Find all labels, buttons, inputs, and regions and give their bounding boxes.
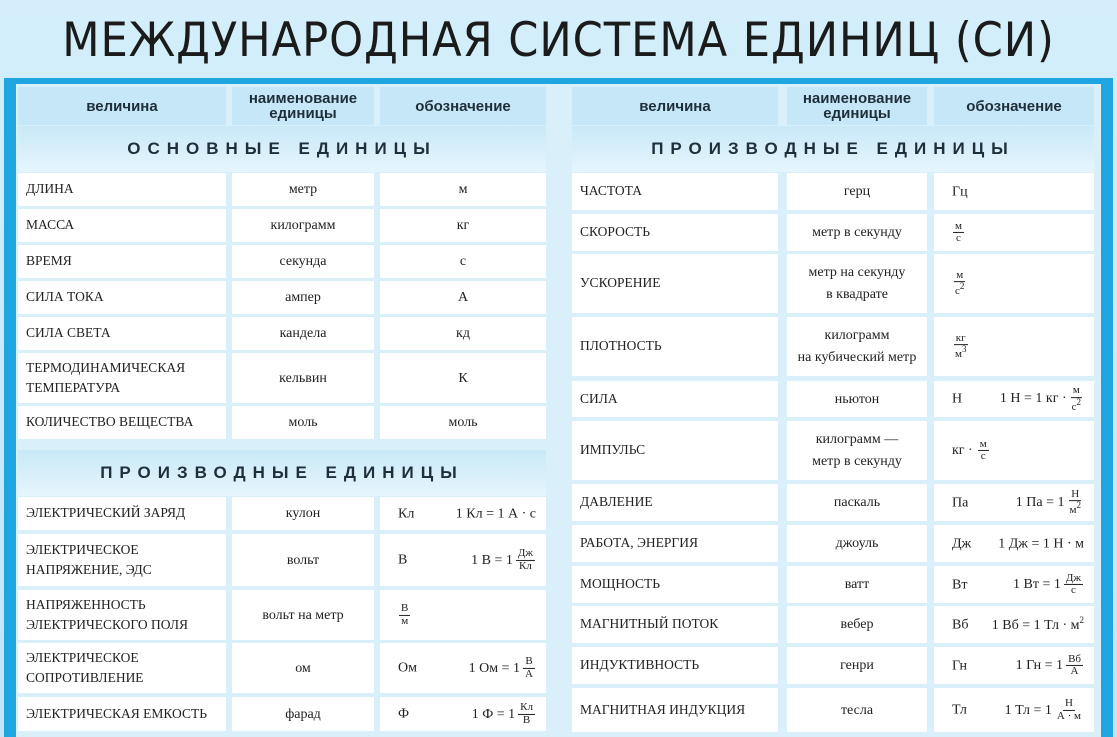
unit-name: паскаль <box>787 484 927 521</box>
unit-formula <box>1016 653 1084 677</box>
unit-symbol <box>934 484 1094 521</box>
fraction <box>953 220 964 244</box>
symbol-text: Ом <box>398 660 417 676</box>
exponent: 2 <box>1076 396 1081 407</box>
unit-symbol: кд <box>380 317 546 350</box>
unit-name <box>787 254 927 313</box>
header-symbol-right: обозначение <box>934 87 1094 125</box>
unit-symbol <box>380 697 546 731</box>
unit-symbol <box>934 173 1094 210</box>
fraction-numerator: м <box>956 268 964 281</box>
fraction <box>953 270 966 298</box>
unit-formula <box>1000 385 1084 413</box>
formula-text: 1 Ф = 1 <box>471 706 516 722</box>
symbol-text: Ф <box>398 706 410 722</box>
unit-name: секунда <box>232 245 374 278</box>
quantity-name: СИЛА СВЕТА <box>18 317 226 350</box>
unit-symbol <box>380 643 546 693</box>
fraction-denominator: В <box>522 713 531 726</box>
fraction-numerator: Вб <box>1068 652 1081 665</box>
symbol-fraction <box>952 220 965 244</box>
unit-formula <box>998 533 1084 554</box>
symbol-text: кг · <box>952 443 973 458</box>
header-unit-name-line2: единицы <box>269 105 337 122</box>
quantity-name: СИЛА ТОКА <box>18 281 226 314</box>
fraction <box>1070 385 1083 413</box>
symbol-fraction <box>398 603 411 627</box>
quantity-name: ТЕРМОДИНАМИЧЕСКАЯ ТЕМПЕРАТУРА <box>18 353 226 403</box>
fraction <box>518 702 535 726</box>
fraction-denominator: Кл <box>519 559 532 572</box>
unit-symbol: кг <box>380 209 546 242</box>
unit-line-2: в квадрате <box>826 286 888 302</box>
formula-text: 1 Дж = 1 Н · м <box>998 536 1084 551</box>
fraction-denominator: $м^3$ <box>955 344 967 360</box>
unit-name: ампер <box>232 281 374 314</box>
unit-symbol <box>934 566 1094 603</box>
symbol-text: Дж <box>952 536 972 551</box>
formula-text: 1 Вт = 1 <box>1013 577 1061 592</box>
unit-formula <box>1013 572 1084 596</box>
unit-symbol: А <box>380 281 546 314</box>
fraction-denominator: А <box>1070 665 1079 677</box>
unit-symbol <box>380 590 546 640</box>
unit-symbol <box>934 688 1094 732</box>
formula-text: 1 Па = 1 <box>1015 495 1065 510</box>
header-unit-name-right <box>787 87 927 125</box>
fraction-numerator: кг <box>955 331 966 344</box>
symbol-fraction <box>952 333 969 361</box>
unit-formula <box>471 548 536 572</box>
symbol-text: В <box>398 552 408 568</box>
unit-name: джоуль <box>787 525 927 562</box>
quantity-name: СИЛА <box>572 381 778 417</box>
unit-name <box>787 317 927 376</box>
section-derived-units-left: ПРОИЗВОДНЫЕ ЕДИНИЦЫ <box>18 450 546 496</box>
unit-name: герц <box>787 173 927 210</box>
symbol-text: Вб <box>952 617 969 632</box>
fraction-denominator: $с^2$ <box>955 281 965 297</box>
fraction-denominator: А <box>525 667 533 680</box>
unit-symbol <box>934 421 1094 480</box>
unit-symbol: моль <box>380 406 546 439</box>
formula-text: 1 В = 1 <box>471 552 513 568</box>
unit-name: вебер <box>787 606 927 643</box>
unit-line-1: метр на секунду <box>808 264 906 280</box>
symbol-text: Кл <box>398 506 415 521</box>
symbol-compound <box>952 438 990 462</box>
quantity-name: ЧАСТОТА <box>572 173 778 210</box>
quantity-name: КОЛИЧЕСТВО ВЕЩЕСТВА <box>18 406 226 439</box>
quantity-name: МОЩНОСТЬ <box>572 566 778 603</box>
unit-formula <box>992 614 1084 636</box>
formula-text: 1 Гн = 1 <box>1015 658 1064 673</box>
fraction-numerator: Дж <box>1065 571 1081 584</box>
unit-formula <box>1016 489 1084 517</box>
header-quantity-right: величина <box>572 87 778 125</box>
quantity-name: ЭЛЕКТРИЧЕСКИЙ ЗАРЯД <box>18 497 226 530</box>
section-base-units: ОСНОВНЫЕ ЕДИНИЦЫ <box>18 126 546 172</box>
unit-line-1: килограмм — <box>815 431 899 447</box>
header-unit-name-left <box>232 87 374 125</box>
unit-symbol <box>934 525 1094 562</box>
quantity-name: ВРЕМЯ <box>18 245 226 278</box>
exponent: 2 <box>959 281 965 292</box>
unit-symbol: с <box>380 245 546 278</box>
formula-text: 1 Н = 1 кг · <box>999 391 1067 407</box>
unit-line-1: килограмм <box>824 327 890 343</box>
formula-text: 1 Вб = 1 Тл · $м^2$ <box>991 614 1084 633</box>
unit-name: метр <box>232 173 374 206</box>
quantity-name: ЭЛЕКТРИЧЕСКАЯ ЕМКОСТЬ <box>18 697 226 731</box>
fraction-numerator: В <box>401 601 409 614</box>
quantity-name: МАГНИТНЫЙ ПОТОК <box>572 606 778 643</box>
quantity-name: ЭЛЕКТРИЧЕСКОЕ НАПРЯЖЕНИЕ, ЭДС <box>18 534 226 586</box>
unit-name: вольт <box>232 534 374 586</box>
fraction-denominator: м <box>401 614 409 627</box>
symbol-text: Гц <box>952 184 968 199</box>
fraction-numerator: В <box>525 654 533 667</box>
quantity-name: СКОРОСТЬ <box>572 214 778 251</box>
unit-formula <box>472 702 536 726</box>
fraction-numerator: Кл <box>520 700 533 713</box>
unit-symbol <box>380 497 546 530</box>
unit-name: кулон <box>232 497 374 530</box>
quantity-name: ДАВЛЕНИЕ <box>572 484 778 521</box>
quantity-name: УСКОРЕНИЕ <box>572 254 778 313</box>
fraction <box>1064 572 1083 596</box>
exponent: 3 <box>961 344 967 355</box>
fraction <box>523 656 535 680</box>
table-frame <box>4 78 1113 737</box>
poster-title: МЕЖДУНАРОДНАЯ СИСТЕМА ЕДИНИЦ (СИ) <box>62 12 1055 68</box>
header-quantity-left: величина <box>18 87 226 125</box>
quantity-name: НАПРЯЖЕННОСТЬ ЭЛЕКТРИЧЕСКОГО ПОЛЯ <box>18 590 226 640</box>
symbol-text: Вт <box>952 577 968 592</box>
formula-text: 1 Ом = 1 <box>468 660 521 676</box>
unit-name: моль <box>232 406 374 439</box>
fraction <box>978 438 989 462</box>
unit-line-2: на кубический метр <box>797 349 917 365</box>
quantity-name: ЭЛЕКТРИЧЕСКОЕ СОПРОТИВЛЕНИЕ <box>18 643 226 693</box>
fraction <box>516 548 535 572</box>
unit-name: вольт на метр <box>232 590 374 640</box>
fraction-numerator: Н <box>1064 696 1073 709</box>
quantity-name: МАГНИТНАЯ ИНДУКЦИЯ <box>572 688 778 732</box>
fraction <box>1055 698 1083 722</box>
section-derived-units-right: ПРОИЗВОДНЫЕ ЕДИНИЦЫ <box>572 126 1094 172</box>
quantity-name: ИНДУКТИВНОСТЬ <box>572 647 778 684</box>
unit-name: ом <box>232 643 374 693</box>
header-unit-name-line1: наименование <box>802 90 912 107</box>
table-area <box>16 84 1101 737</box>
unit-symbol <box>934 254 1094 313</box>
symbol-text: Гн <box>952 658 968 673</box>
symbol-text: Па <box>952 495 969 510</box>
exponent: 2 <box>1079 614 1084 625</box>
symbol-fraction <box>952 270 967 298</box>
unit-name: кандела <box>232 317 374 350</box>
fraction <box>953 333 968 361</box>
fraction-numerator: м <box>955 219 962 232</box>
unit-name: килограмм <box>232 209 374 242</box>
unit-name: генри <box>787 647 927 684</box>
fraction <box>1066 653 1083 677</box>
unit-formula <box>469 656 536 680</box>
formula-text: 1 Кл = 1 А · с <box>455 506 536 521</box>
fraction <box>1068 489 1083 517</box>
fraction-numerator: м <box>1072 384 1080 397</box>
fraction-numerator: Н <box>1071 487 1080 500</box>
unit-name: ватт <box>787 566 927 603</box>
fraction-numerator: м <box>979 437 987 450</box>
exponent: 2 <box>1076 500 1081 511</box>
quantity-name: РАБОТА, ЭНЕРГИЯ <box>572 525 778 562</box>
unit-name: метр в секунду <box>787 214 927 251</box>
quantity-name: ИМПУЛЬС <box>572 421 778 480</box>
unit-symbol <box>934 214 1094 251</box>
symbol-text: Тл <box>952 702 967 718</box>
header-unit-name-line2: единицы <box>823 105 891 122</box>
fraction-denominator: с <box>956 232 961 244</box>
unit-name: фарад <box>232 697 374 731</box>
header-symbol-left: обозначение <box>380 87 546 125</box>
header-unit-name-line1: наименование <box>248 90 358 107</box>
unit-symbol <box>380 534 546 586</box>
fraction-denominator: с <box>980 450 986 462</box>
fraction <box>399 603 410 627</box>
unit-name: тесла <box>787 688 927 732</box>
quantity-name: ДЛИНА <box>18 173 226 206</box>
quantity-name: МАССА <box>18 209 226 242</box>
unit-symbol <box>934 647 1094 684</box>
unit-symbol <box>934 606 1094 643</box>
unit-name: кельвин <box>232 353 374 403</box>
unit-formula <box>1005 698 1084 722</box>
fraction-numerator: Дж <box>517 546 533 559</box>
unit-formula <box>456 503 536 524</box>
quantity-name: ПЛОТНОСТЬ <box>572 317 778 376</box>
unit-symbol: м <box>380 173 546 206</box>
unit-symbol <box>934 381 1094 417</box>
fraction-denominator: А · м <box>1056 709 1081 722</box>
unit-line-2: метр в секунду <box>812 453 902 469</box>
unit-symbol <box>934 317 1094 376</box>
symbol-text: Н <box>952 391 963 407</box>
unit-symbol: К <box>380 353 546 403</box>
fraction-denominator: с <box>1071 584 1076 596</box>
fraction-denominator: $с^2$ <box>1071 396 1081 413</box>
formula-text: 1 Тл = 1 <box>1004 702 1052 718</box>
fraction-denominator: $м^2$ <box>1069 500 1081 516</box>
unit-name <box>787 421 927 480</box>
unit-name: ньютон <box>787 381 927 417</box>
